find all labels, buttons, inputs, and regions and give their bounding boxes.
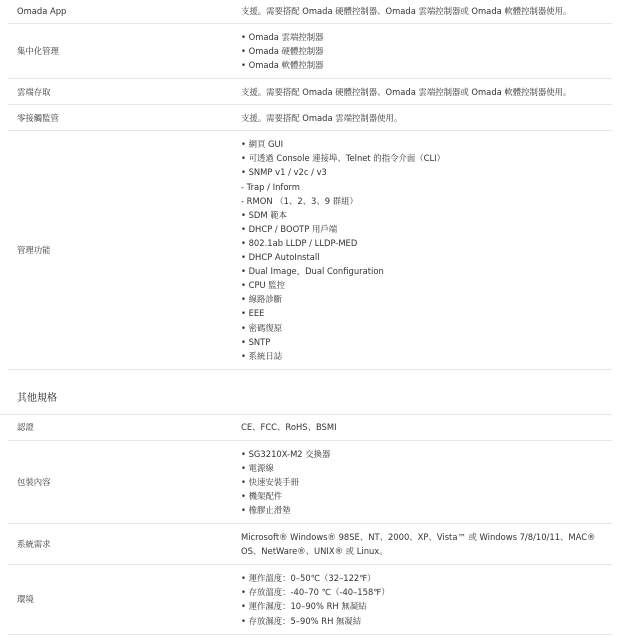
spec-label: 管理功能 <box>8 131 233 370</box>
spec-value: CE、FCC、RoHS、BSMI <box>233 415 612 441</box>
spec-list <box>241 131 612 369</box>
spec-row-system-requirements <box>8 524 612 565</box>
list-item: • 運作溫度：0–50℃（32–122℉） <box>241 573 376 584</box>
list-item: - RMON （1、2、3、9 群組） <box>241 195 358 206</box>
list-item: • Omada 硬體控制器 <box>241 46 324 57</box>
list-item: • Dual Image，Dual Configuration <box>241 266 384 277</box>
list-item: • 橡膠止滑墊 <box>241 505 291 516</box>
spec-row-package-contents <box>8 440 612 523</box>
spec-label: 認證 <box>8 415 233 441</box>
spec-label: 包裝內容 <box>8 440 233 523</box>
spec-value <box>233 131 612 370</box>
list-item: • Omada 軟體控制器 <box>241 60 324 71</box>
list-item: • SG3210X-M2 交換器 <box>241 448 331 459</box>
list-item: - Trap / Inform <box>241 181 300 192</box>
other-spec-table <box>8 415 612 635</box>
list-item: • SNMP v1 / v2c / v3 <box>241 167 327 178</box>
spec-row-certification <box>8 415 612 441</box>
list-item: • 存放溫度：-40–70 ℃（-40–158℉） <box>241 587 390 598</box>
list-item: • 存放濕度：5–90% RH 無凝結 <box>241 615 362 626</box>
list-item: • 密碼復原 <box>241 322 283 333</box>
spec-row-environment <box>8 565 612 634</box>
spec-text: Microsoft® Windows® 98SE、NT、2000、XP、Vista™ 或 Windows 7/8/10/11、MAC® OS、NetWare®、UNIX® 或 Linux。 <box>241 532 596 557</box>
spec-value <box>233 24 612 79</box>
spec-list <box>241 565 612 633</box>
spec-label: 環境 <box>8 565 233 634</box>
list-item: • SDM 範本 <box>241 209 288 220</box>
spec-row-omada-app <box>8 0 612 24</box>
spec-value: 支援。需要搭配 Omada 硬體控制器、Omada 雲端控制器或 Omada 軟體控制器使用。 <box>233 0 612 24</box>
spec-label: 集中化管理 <box>8 24 233 79</box>
spec-row-management-features <box>8 131 612 370</box>
list-item: • 運作濕度：10–90% RH 無凝結 <box>241 601 367 612</box>
spec-row-centralized-management <box>8 24 612 79</box>
spec-row-zero-touch <box>8 105 612 131</box>
spec-label: Omada App <box>8 0 233 24</box>
spec-value <box>233 565 612 634</box>
list-item: • 網頁 GUI <box>241 139 284 150</box>
list-item: • Omada 雲端控制器 <box>241 32 324 42</box>
spec-list <box>241 24 612 78</box>
list-item: • 機架配件 <box>241 491 283 502</box>
list-item: • SNTP <box>241 336 271 347</box>
list-item: • DHCP AutoInstall <box>241 252 320 263</box>
spec-label: 雲端存取 <box>8 79 233 105</box>
list-item: • EEE <box>241 308 265 319</box>
list-item: • CPU 監控 <box>241 280 286 291</box>
list-item: • 系統日誌 <box>241 350 283 361</box>
spec-list <box>241 441 612 523</box>
spec-value <box>233 440 612 523</box>
spec-label: 系統需求 <box>8 524 233 565</box>
list-item: • 802.1ab LLDP / LLDP-MED <box>241 237 358 248</box>
spec-label: 零接觸監管 <box>8 105 233 131</box>
management-spec-table <box>8 0 612 370</box>
spec-value: 支援。需要搭配 Omada 雲端控制器使用。 <box>233 105 612 131</box>
spec-value <box>233 524 612 565</box>
spec-value: 支援。需要搭配 Omada 硬體控制器、Omada 雲端控制器或 Omada 軟體控制器使用。 <box>233 79 612 105</box>
list-item: • 電源線 <box>241 462 274 473</box>
list-item: • DHCP / BOOTP 用戶端 <box>241 223 338 234</box>
list-item: • 可透過 Console 連接埠、Telnet 的指令介面（CLI） <box>241 153 445 164</box>
list-item: • 快速安裝手冊 <box>241 476 299 487</box>
section-title-other-specs: 其他規格 <box>0 384 612 415</box>
spec-row-cloud-access <box>8 79 612 105</box>
list-item: • 線路診斷 <box>241 294 283 305</box>
